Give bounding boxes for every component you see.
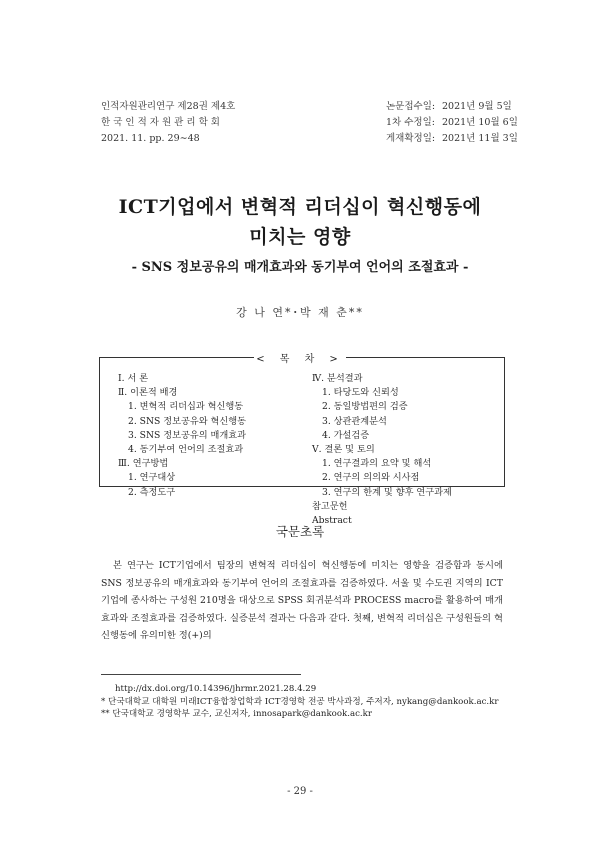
doi-link[interactable]: http://dx.doi.org/10.14396/jhrmr.2021.28.4.29 bbox=[115, 684, 317, 694]
toc-subitem: 2. 동일방법편의 검증 bbox=[322, 401, 408, 413]
footnotes bbox=[101, 683, 521, 721]
date-value: 2021년 11월 3일 bbox=[442, 133, 518, 144]
paper-subtitle: - SNS 정보공유의 매개효과와 동기부여 언어의 조절효과 - bbox=[131, 260, 469, 275]
abstract-body: 본 연구는 ICT기업에서 팀장의 변혁적 리더십이 혁신행동에 미치는 영향을 검증함과 동시에 SNS 정보공유의 매개효과와 동기부여 언어의 조절효과를 검증하였다. 서울 및 수도권 지역의 ICT기업에 종사하는 구성원 210명을 대상으로 SPSS 회귀분석과 PROCESS macro를 활용하여 매개효과와 조절효과를 검증하였다. 실증분석 결과는 다음과 같다. 첫째, 변혁적 리더십은 구성원들의 혁신행동에 유의미한 정(+)의 bbox=[101, 560, 503, 641]
footnote-divider bbox=[101, 674, 301, 675]
date-received-row bbox=[386, 99, 518, 115]
paper-title-line1: ICT기업에서 변혁적 리더십이 혁신행동에 bbox=[118, 196, 482, 218]
toc-subitem: 2. SNS 정보공유와 혁신행동 bbox=[128, 415, 247, 427]
toc-subitem: 3. 연구의 한계 및 향후 연구과제 bbox=[322, 486, 452, 498]
journal-name: 인적자원관리연구 제28권 제4호 bbox=[101, 101, 236, 112]
author-list: 강 나 연*･박 재 춘** bbox=[236, 306, 364, 319]
paper-title-line2: 미치는 영향 bbox=[249, 226, 351, 248]
toc-subitem: 3. 상관관계분석 bbox=[322, 415, 387, 427]
toc-item: Ⅳ. 분석결과 bbox=[312, 373, 363, 384]
toc-item: 참고문헌 bbox=[312, 500, 348, 512]
date-revised-row bbox=[386, 115, 518, 131]
toc-subitem: 1. 타당도와 신뢰성 bbox=[322, 387, 399, 399]
toc-subitem: 2. 측정도구 bbox=[128, 486, 176, 498]
page-number: - 29 - bbox=[287, 786, 313, 797]
toc-item: Ⅱ. 이론적 배경 bbox=[118, 387, 178, 399]
date-label: 1차 수정일: bbox=[386, 117, 435, 128]
toc-item: Ⅴ. 결론 및 토의 bbox=[312, 444, 375, 456]
toc-subitem: 2. 연구의 의의와 시사점 bbox=[322, 472, 420, 484]
toc-item: Ⅲ. 연구방법 bbox=[118, 458, 169, 470]
date-label: 게재확정일: bbox=[386, 133, 436, 144]
toc-subitem: 1. 연구결과의 요약 및 해석 bbox=[322, 458, 432, 470]
toc-title: < 목 차 > bbox=[254, 350, 346, 365]
toc-subitem: 1. 연구대상 bbox=[128, 472, 176, 484]
issue-pages: 2021. 11. pp. 29∼48 bbox=[101, 133, 200, 144]
toc-left-column bbox=[118, 372, 246, 500]
toc-subitem: 3. SNS 정보공유의 매개효과 bbox=[128, 429, 247, 441]
date-label: 논문접수일: bbox=[386, 101, 436, 112]
footnote-first-author: * 단국대학교 대학원 미래ICT융합창업학과 ICT경영학 전공 박사과정, 주저자, nykang@dankook.ac.kr bbox=[101, 696, 499, 707]
abstract-heading: 국문초록 bbox=[275, 524, 325, 539]
society-name: 한 국 인 적 자 원 관 리 학 회 bbox=[101, 117, 220, 128]
toc-right-column bbox=[312, 372, 452, 528]
toc-subitem: 4. 가설검증 bbox=[322, 429, 370, 441]
toc-item: Ⅰ. 서 론 bbox=[118, 373, 149, 384]
toc-item: Abstract bbox=[312, 515, 352, 527]
journal-info bbox=[101, 99, 235, 147]
submission-dates bbox=[386, 99, 518, 147]
date-value: 2021년 9월 5일 bbox=[442, 101, 512, 112]
toc-subitem: 4. 동기부여 언어의 조절효과 bbox=[128, 444, 244, 456]
footnote-corresponding-author: ** 단국대학교 경영학부 교수, 교신저자, innosapark@dankook.ac.kr bbox=[101, 709, 372, 719]
date-accepted-row bbox=[386, 131, 518, 147]
toc-subitem: 1. 변혁적 리더십과 혁신행동 bbox=[128, 401, 244, 413]
date-value: 2021년 10월 6일 bbox=[442, 117, 518, 128]
